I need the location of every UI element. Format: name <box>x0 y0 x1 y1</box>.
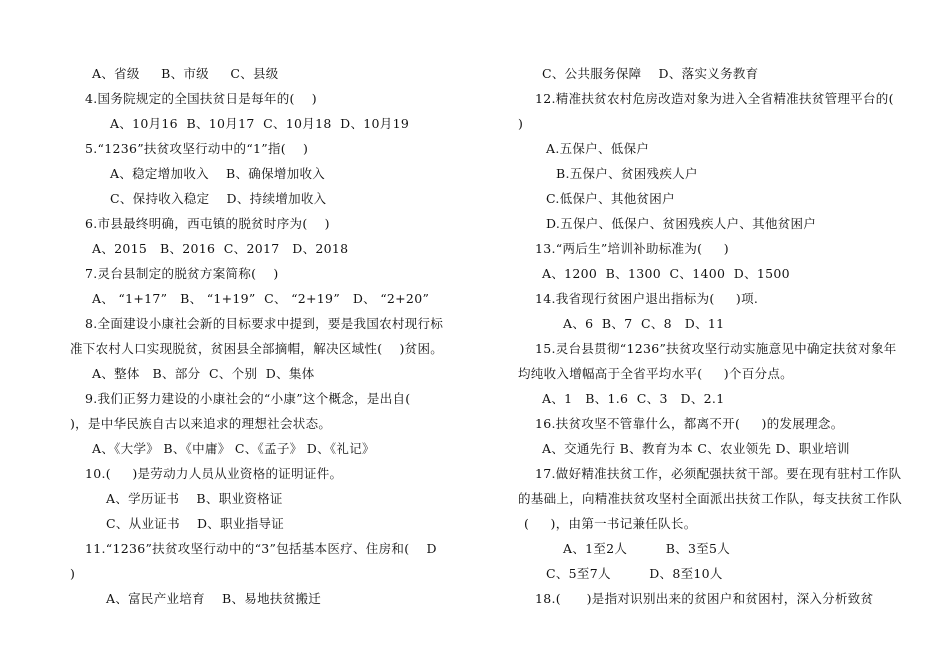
q10-options-cd: C、从业证书 D、职业指导证 <box>106 516 285 531</box>
q17-options-ab: A、1至2人 B、3至5人 <box>563 541 731 556</box>
q5-options-ab: A、稳定增加收入 B、确保增加收入 <box>110 166 326 181</box>
left-column <box>70 0 490 672</box>
q15-question-line1: 15.灵台县贯彻“1236”扶贫攻坚行动实施意见中确定扶贫对象年 <box>535 341 897 356</box>
q3-options: A、省级 B、市级 C、县级 <box>92 66 279 81</box>
q7-question: 7.灵台县制定的脱贫方案简称( ) <box>85 266 279 281</box>
q11-question-line2: ) <box>70 566 76 581</box>
q11-question-line1: 11.“1236”扶贫攻坚行动中的“3”包括基本医疗、住房和( D <box>85 541 437 556</box>
q15-options: A、1 B、1.6 C、3 D、2.1 <box>542 391 725 406</box>
q5-question: 5.“1236”扶贫攻坚行动中的“1”指( ) <box>85 141 309 156</box>
q4-options: A、10月16 B、10月17 C、10月18 D、10月19 <box>110 116 410 131</box>
q6-question: 6.市县最终明确，西屯镇的脱贫时序为( ) <box>85 216 330 231</box>
q10-question: 10.( )是劳动力人员从业资格的证明证件。 <box>85 466 343 481</box>
q11-options-cd: C、公共服务保障 D、落实义务教育 <box>542 66 759 81</box>
q16-options: A、交通先行 B、教育为本 C、农业领先 D、职业培训 <box>542 441 850 456</box>
q17-question-line2: 的基础上，向精准扶贫攻坚村全面派出扶贫工作队，每支扶贫工作队 <box>518 491 903 506</box>
q9-options: A、《大学》 B、《中庸》 C、《孟子》 D、《礼记》 <box>92 441 375 456</box>
q5-options-cd: C、保持收入稳定 D、持续增加收入 <box>110 191 327 206</box>
q8-question-line2: 准下农村人口实现脱贫，贫困县全部摘帽，解决区域性( )贫困。 <box>70 341 444 356</box>
q10-options-ab: A、学历证书 B、职业资格证 <box>106 491 283 506</box>
q17-question-line3: ( )，由第一书记兼任队长。 <box>524 516 697 531</box>
right-column <box>518 0 938 672</box>
q12-question-line1: 12.精准扶贫农村危房改造对象为进入全省精准扶贫管理平台的( <box>535 91 894 106</box>
q8-options: A、整体 B、部分 C、个别 D、集体 <box>92 366 315 381</box>
q4-question: 4.国务院规定的全国扶贫日是每年的( ) <box>85 91 317 106</box>
q12-option-c: C.低保户、其他贫困户 <box>546 191 675 206</box>
q7-options: A、 “1+17” B、 “1+19” C、 “2+19” D、 “2+20” <box>92 291 430 306</box>
q13-question: 13.“两后生”培训补助标准为( ) <box>535 241 729 256</box>
q14-question: 14.我省现行贫困户退出指标为( )项. <box>535 291 759 306</box>
q11-options-ab: A、富民产业培育 B、易地扶贫搬迁 <box>106 591 322 606</box>
q9-question-line1: 9.我们正努力建设的小康社会的“小康”这个概念，是出自( <box>85 391 411 406</box>
q16-question: 16.扶贫攻坚不管靠什么，都离不开( )的发展理念。 <box>535 416 844 431</box>
q9-question-line2: )，是中华民族自古以来追求的理想社会状态。 <box>70 416 332 431</box>
q18-question-line1: 18.( )是指对识别出来的贫困户和贫困村，深入分析致贫 <box>535 591 874 606</box>
q15-question-line2: 均纯收入增幅高于全省平均水平( )个百分点。 <box>518 366 793 381</box>
q12-option-b: B.五保户、贫困残疾人户 <box>556 166 698 181</box>
q8-question-line1: 8.全面建设小康社会新的目标要求中提到，要是我国农村现行标 <box>85 316 444 331</box>
q6-options: A、2015 B、2016 C、2017 D、2018 <box>92 241 349 256</box>
q14-options: A、6 B、7 C、8 D、11 <box>563 316 725 331</box>
q12-option-a: A.五保户、低保户 <box>546 141 650 156</box>
q17-options-cd: C、5至7人 D、8至10人 <box>546 566 723 581</box>
q17-question-line1: 17.做好精准扶贫工作，必须配强扶贫干部。要在现有驻村工作队 <box>535 466 902 481</box>
q13-options: A、1200 B、1300 C、1400 D、1500 <box>542 266 790 281</box>
q12-option-d: D.五保户、低保户、贫困残疾人户、其他贫困户 <box>546 216 817 231</box>
q12-question-line2: ) <box>518 116 524 131</box>
